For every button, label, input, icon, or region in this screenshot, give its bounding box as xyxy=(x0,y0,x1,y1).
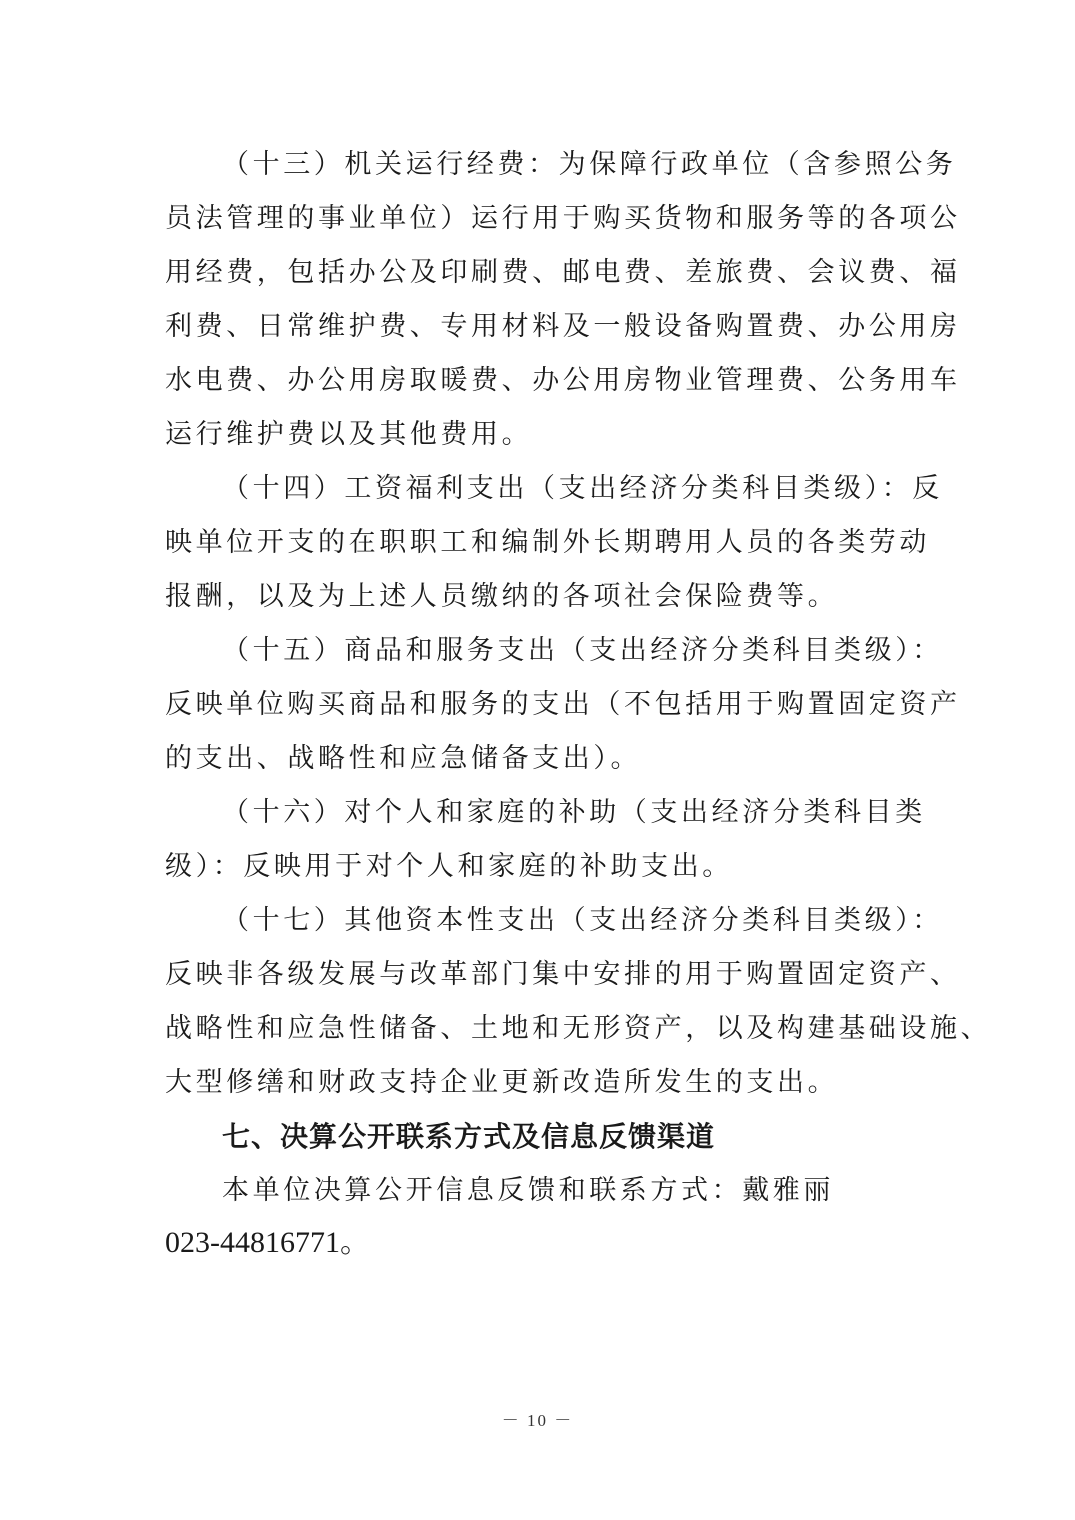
paragraph-line: （十五）商品和服务支出（支出经济分类科目类级）： xyxy=(222,635,943,666)
paragraph-line: 反映单位购买商品和服务的支出（不包括用于购置固定资产 xyxy=(165,689,961,720)
paragraph-line: 级）：反映用于对个人和家庭的补助支出。 xyxy=(165,851,733,882)
paragraph-line: （十三）机关运行经费：为保障行政单位（含参照公务 xyxy=(222,149,957,180)
paragraph-line: 员法管理的事业单位）运行用于购买货物和服务等的各项公 xyxy=(165,203,961,234)
paragraph-line: 用经费，包括办公及印刷费、邮电费、差旅费、会议费、福 xyxy=(165,257,961,288)
paragraph-line: （十四）工资福利支出（支出经济分类科目类级）：反 xyxy=(222,473,943,504)
contact-phone: 023-44816771。 xyxy=(165,1226,370,1259)
paragraph-line: 的支出、战略性和应急储备支出）。 xyxy=(165,743,642,774)
paragraph-line: 映单位开支的在职职工和编制外长期聘用人员的各类劳动 xyxy=(165,527,930,558)
page-number: － 10 － xyxy=(501,1411,574,1430)
paragraph-line: 报酬，以及为上述人员缴纳的各项社会保险费等。 xyxy=(165,581,839,612)
section-heading: 七、决算公开联系方式及信息反馈渠道 xyxy=(222,1120,716,1153)
contact-line: 本单位决算公开信息反馈和联系方式：戴雅丽 xyxy=(222,1175,834,1206)
paragraph-line: 反映非各级发展与改革部门集中安排的用于购置固定资产、 xyxy=(165,959,961,990)
paragraph-line: （十六）对个人和家庭的补助（支出经济分类科目类 xyxy=(222,797,926,828)
paragraph-line: 利费、日常维护费、专用材料及一般设备购置费、办公用房 xyxy=(165,311,961,342)
paragraph-line: 运行维护费以及其他费用。 xyxy=(165,419,533,450)
paragraph-line: 战略性和应急性储备、土地和无形资产，以及构建基础设施、 xyxy=(165,1013,992,1044)
paragraph-line: 水电费、办公用房取暖费、办公用房物业管理费、公务用车 xyxy=(165,365,961,396)
paragraph-line: 大型修缮和财政支持企业更新改造所发生的支出。 xyxy=(165,1067,839,1098)
paragraph-line: （十七）其他资本性支出（支出经济分类科目类级）： xyxy=(222,905,943,936)
